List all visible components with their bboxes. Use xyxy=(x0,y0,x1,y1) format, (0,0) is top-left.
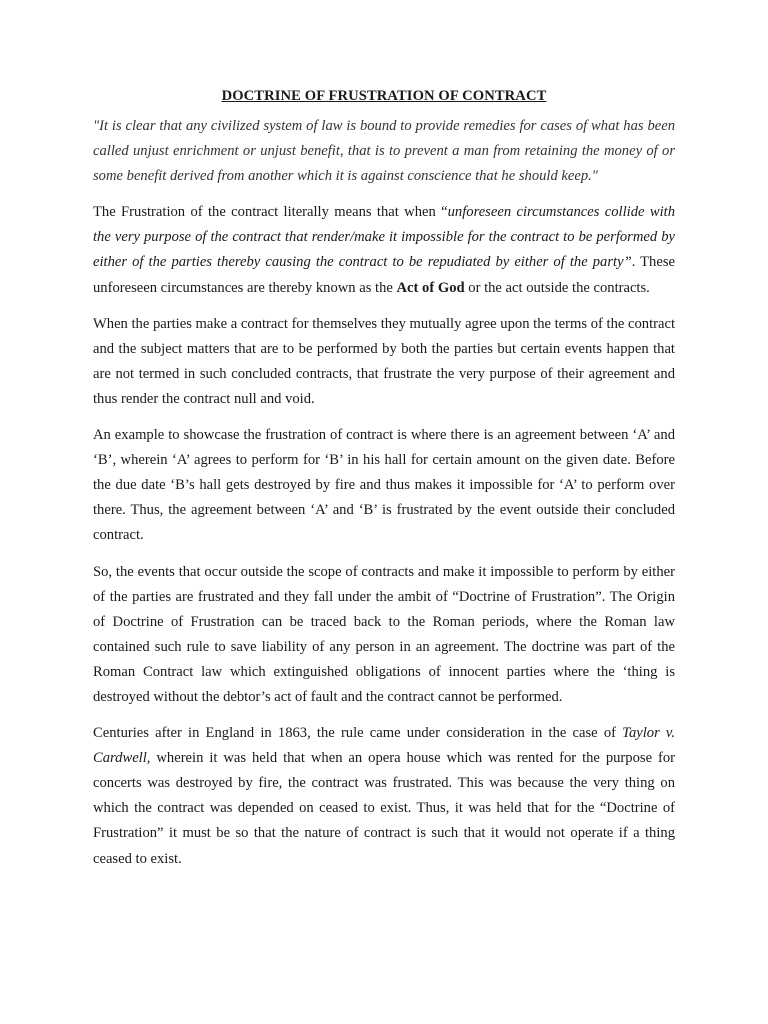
paragraph-agreement: When the parties make a contract for themselves they mutually agree upon the terms of the contract and the subject matters that are to be performed by both the parties but certain events happen that are not termed in such concluded contracts, that frustrate the very purpose of their agreement and thus render the contract null and void. xyxy=(93,315,675,407)
paragraph-definition xyxy=(93,200,675,300)
opening-quote: "It is clear that any civilized system of law is bound to provide remedies for cases of what has been called unjust enrichment or unjust benefit, that is to prevent a man from retaining the money of or some benefit derived from another which it is against conscience that he should keep." xyxy=(93,118,675,185)
document-page xyxy=(93,86,675,883)
definition-text-c: . These unforeseen circumstances are thereby known as the xyxy=(93,254,675,296)
definition-italic-text: unforeseen circumstances collide with the very purpose of the contract that render/make it impossible for the contract to be performed by either of the parties thereby causing the contract to be repudiated by either of the party” xyxy=(93,204,675,271)
paragraph-example: An example to showcase the frustration of contract is where there is an agreement between ‘A’ and ‘B’, wherein ‘A’ agrees to perform for ‘B’ in his hall for certain amount on the given date. Before the due date ‘B’s hall gets destroyed by fire and thus makes it impossible for ‘A’ to perform over there. Thus, the agreement between ‘A’ and ‘B’ is frustrated by the event outside their concluded contract. xyxy=(93,427,675,544)
case-law-text-a: Centuries after in England in 1863, the rule came under consideration in the case of xyxy=(93,725,623,742)
paragraph-origin: So, the events that occur outside the scope of contracts and make it impossible to perform by either of the parties are frustrated and they fall under the ambit of “Doctrine of Frustration”. The Origin of Doctrine of Frustration can be traced back to the Roman periods, where the Roman law contained such rule to save liability of any person in an agreement. The doctrine was part of the Roman Contract law which extinguished obligations of innocent parties where the ‘thing is destroyed without the debtor’s act of fault and the contract cannot be performed. xyxy=(93,563,675,705)
act-of-god-bold-text: Act of God xyxy=(396,279,465,296)
case-name-italic-text: Taylor v. Cardwell, xyxy=(93,725,675,767)
definition-text-e: or the act outside the contracts. xyxy=(464,279,650,296)
case-law-text-c: wherein it was held that when an opera house which was rented for the purpose for concerts was destroyed by fire, the contract was frustrated. This was because the very thing on which the contract was depended on ceased to exist. Thus, it was held that for the “Doctrine of Frustration” it must be so that the nature of contract is such that it would not operate if a thing ceased to exist. xyxy=(93,750,675,867)
paragraph-case-law xyxy=(93,721,675,872)
definition-text-a: The Frustration of the contract literally means that when “ xyxy=(93,204,448,221)
document-title: DOCTRINE OF FRUSTRATION OF CONTRACT xyxy=(221,88,547,104)
